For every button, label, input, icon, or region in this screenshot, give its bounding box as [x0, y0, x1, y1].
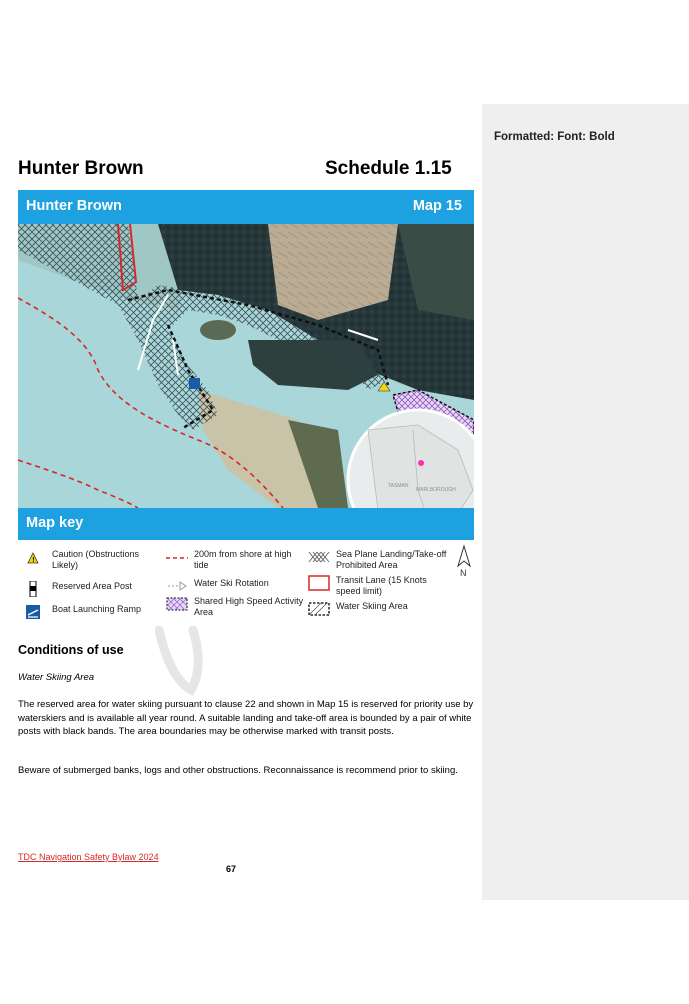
page-title: Hunter Brown [18, 158, 144, 179]
map-legend [18, 544, 474, 626]
map-key-bar [18, 508, 474, 540]
legend-label: Reserved Area Post [52, 581, 133, 591]
paragraph-water-skiing: The reserved area for water skiing pursuant to clause 22 and shown in Map 15 is reserved for priority use by waterskiers and is available all year round. A suitable landing and take-off area is bounded by a pair of white posts with black bands. The area boundaries may be otherwise marked with transit posts. [18, 699, 474, 737]
legend-label: Transit Lane (15 Knots speed limit) [336, 575, 427, 596]
legend-item [24, 604, 164, 620]
map-number: Map 15 [412, 198, 462, 214]
section-title: Conditions of use [18, 643, 124, 657]
legend-label: Boat Launching Ramp [52, 604, 142, 614]
legend-item [24, 581, 164, 597]
map-title: Hunter Brown [26, 198, 122, 214]
legend-label: Caution (Obstructions Likely) [52, 549, 140, 570]
inset-label-tasman: TASMAN [388, 483, 409, 489]
shared-high-speed-icon [166, 596, 188, 612]
watermark-mark [155, 626, 205, 696]
legend-item [166, 596, 306, 617]
svg-text:!: ! [32, 557, 35, 564]
legend-label: Water Skiing Area [336, 601, 408, 611]
map-image [18, 190, 474, 540]
boat-launching-ramp-icon [24, 604, 46, 620]
legend-item [166, 549, 306, 570]
dashed-red-line-icon [166, 549, 188, 565]
footer-link[interactable]: TDC Navigation Safety Bylaw 2024 [18, 852, 159, 862]
legend-item [166, 578, 306, 594]
comment-label[interactable]: Formatted: Font: Bold [494, 131, 615, 143]
legend-label: Sea Plane Landing/Take-off Prohibited Area [336, 549, 447, 570]
legend-item [308, 575, 448, 596]
legend-item [308, 549, 448, 570]
inset-label-marlborough: MARLBOROUGH [416, 487, 456, 493]
schedule-number: Schedule 1.15 [325, 158, 452, 179]
comment-pane [482, 104, 689, 900]
legend-label: Shared High Speed Activity Area [194, 596, 304, 617]
sea-plane-icon [308, 549, 330, 565]
page-number: 67 [226, 864, 237, 874]
legend-label: Water Ski Rotation [194, 578, 269, 588]
map-figure [18, 190, 474, 540]
north-arrow-icon [454, 544, 474, 578]
legend-label: 200m from shore at high tide [194, 549, 292, 570]
map-header [18, 190, 474, 224]
paragraph-warning: Beware of submerged banks, logs and other obstructions. Reconnaissance is recommend prior to skiing. [18, 765, 458, 776]
caution-icon [24, 549, 46, 565]
section-subtitle: Water Skiing Area [18, 672, 95, 683]
legend-item [24, 549, 164, 570]
legend-item [308, 601, 448, 617]
reserved-area-post-icon [24, 581, 46, 597]
map-key-title: Map key [26, 515, 84, 531]
transit-lane-icon [308, 575, 330, 591]
water-skiing-area-icon [308, 601, 330, 617]
water-ski-rotation-icon [166, 578, 188, 594]
north-label: N [460, 568, 467, 578]
